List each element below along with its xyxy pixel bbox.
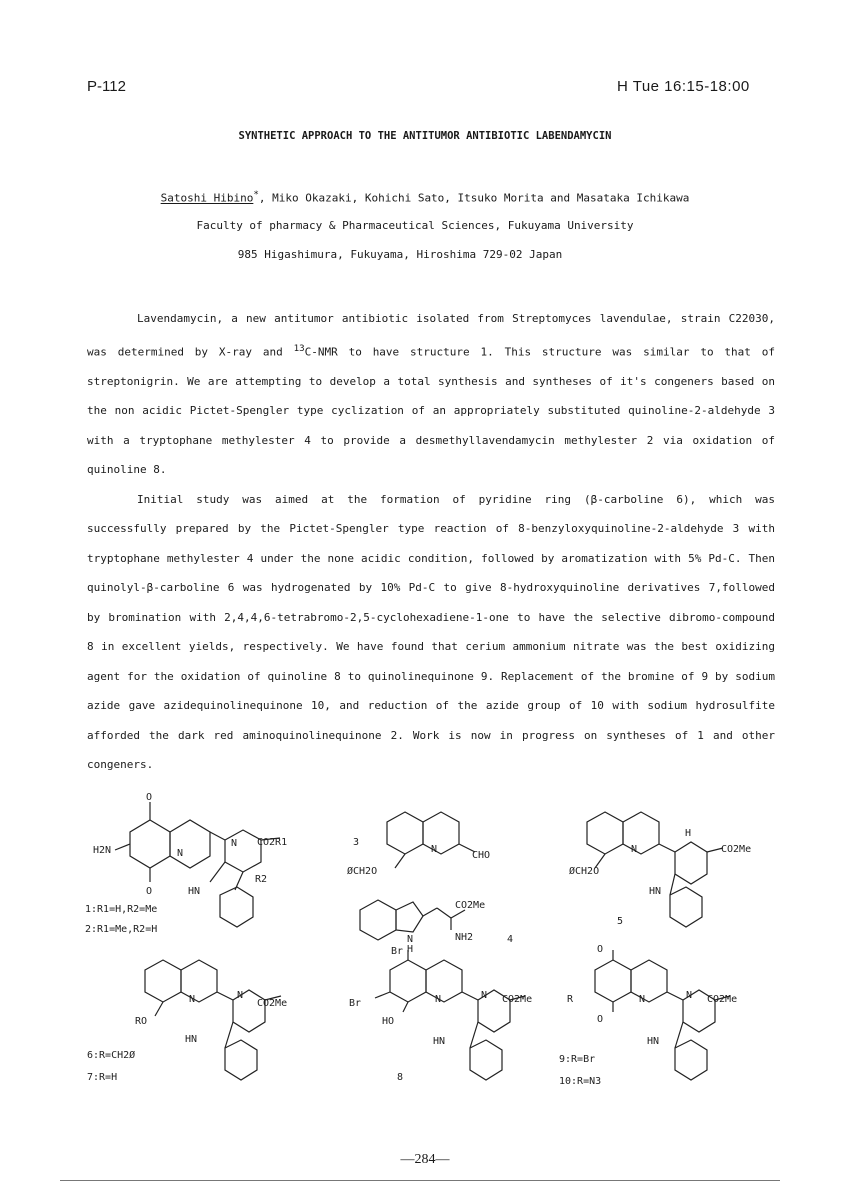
s6-ro: RO (135, 1016, 148, 1027)
s1-o-top: O (146, 792, 153, 803)
s4-number: 4 (507, 934, 514, 945)
s9-co2me: CO2Me (707, 994, 738, 1005)
s8-br-left: Br (349, 998, 362, 1009)
s9-o-top: O (597, 944, 604, 955)
structures-figure (85, 790, 795, 1120)
s9-hn: HN (647, 1036, 660, 1047)
s6-hn: HN (185, 1034, 198, 1045)
session-code: P-112 (87, 78, 126, 95)
s6-label-2: 7:R=H (87, 1072, 118, 1083)
s3-och2o: ØCH2O (347, 866, 378, 877)
s1-h2n: H2N (93, 845, 112, 856)
s5-co2me: CO2Me (721, 844, 752, 855)
s9-label-2: 10:R=N3 (559, 1076, 602, 1087)
s4-co2me: CO2Me (455, 900, 486, 911)
s8-ho: HO (382, 1016, 395, 1027)
session-schedule: H Tue 16:15-18:00 (617, 78, 750, 95)
s9-o-bottom: O (597, 1014, 604, 1025)
abstract-body (87, 304, 775, 780)
presenting-author: Satoshi Hibino (160, 191, 254, 205)
structure-6-7 (145, 960, 281, 1080)
footer-rule (60, 1180, 780, 1181)
s3-n: N (431, 844, 438, 855)
s8-hn: HN (433, 1036, 446, 1047)
structure-3 (387, 812, 475, 868)
s6-n2: N (237, 990, 244, 1001)
s5-och2o: ØCH2O (569, 866, 600, 877)
s6-co2me: CO2Me (257, 998, 288, 1009)
s4-nh2: NH2 (455, 932, 474, 943)
s9-n2: N (686, 990, 693, 1001)
s1-label-1: 1:R1=H,R2=Me (85, 904, 158, 915)
s8-co2me: CO2Me (502, 994, 533, 1005)
s3-number: 3 (353, 837, 360, 848)
s3-cho: CHO (472, 850, 491, 861)
s4-n: N (407, 934, 414, 945)
s1-r2: R2 (255, 874, 268, 885)
affiliation-line-2: 985 Higashimura, Fukuyama, Hiroshima 729-02 Japan (237, 248, 563, 261)
authors (0, 189, 850, 205)
s1-co2r: CO2R1 (257, 837, 288, 848)
presenter-mark: * (253, 189, 259, 200)
s8-n2: N (481, 990, 488, 1001)
s8-br-top: Br (391, 946, 404, 957)
s9-n: N (639, 994, 646, 1005)
s1-label-2: 2:R1=Me,R2=H (85, 924, 158, 935)
s9-label-1: 9:R=Br (559, 1054, 596, 1065)
paragraph-1: Lavendamycin, a new antitumor antibiotic isolated from Streptomyces lavendulae, strain C22030, was determined by X-ray and $^{13}$C-NMR to have structure 1. This structure was similar to that of streptonigrin. We are attempting to develop a total synthesis and syntheses of it's congeners based on the non acidic Pictet-Spengler type cyclization of an appropriately substituted quinoline-2-aldehyde 3 with a tryptophane methylester 4 to provide a desmethyllavendamycin methylester 2 via oxidation of quinoline 8. (87, 312, 776, 477)
structure-5 (587, 812, 723, 927)
coauthors: , Miko Okazaki, Kohichi Sato, Itsuko Morita and Masataka Ichikawa (258, 191, 690, 205)
paper-title: SYNTHETIC APPROACH TO THE ANTITUMOR ANTIBIOTIC LABENDAMYCIN (238, 130, 612, 142)
structure-8 (375, 950, 525, 1080)
s6-n: N (189, 994, 196, 1005)
s5-n: N (631, 844, 638, 855)
s1-n-ring: N (177, 848, 184, 859)
structure-9-10 (595, 950, 730, 1080)
s5-number: 5 (617, 916, 624, 927)
s8-n: N (435, 994, 442, 1005)
s1-n-pyr: N (231, 838, 238, 849)
affiliation-line-1: Faculty of pharmacy & Pharmaceutical Sciences, Fukuyama University (196, 219, 634, 232)
s4-h: H (407, 944, 414, 955)
paragraph-2: Initial study was aimed at the formation of pyridine ring (β-carboline 6), which was successfully prepared by the Pictet-Spengler type reaction of 8-benzyloxyquinoline-2-aldehyde 3 with tryptophane methylester 4 under the none acidic condition, followed by aromatization with 5% Pd-C. Then quinolyl-β-carboline 6 was hydrogenated by 10% Pd-C to give 8-hydroxyquinoline derivatives 7,followed by bromination with 2,4,4,6-tetrabromo-2,5-cyclohexadiene-1-one to have the selective dibromo-compound 8 in excellent yields, respectively. We have found that cerium ammonium nitrate was the best oxidizing agent for the oxidation of quinoline 8 to quinolinequinone 9. Replacement of the bromine of 9 by sodium azide gave azidequinolinequinone 10, and reduction of the azide group of 10 with sodium hydrosulfite afforded the dark red aminoquinolinequinone 2. Work is now in progress on syntheses of 1 and other congeners. (87, 492, 775, 772)
s9-r: R (567, 994, 574, 1005)
page-number: —284— (400, 1152, 450, 1167)
s1-hn: HN (188, 886, 201, 897)
s5-hn: HN (649, 886, 662, 897)
s1-o-bottom: O (146, 886, 153, 897)
s5-h: H (685, 828, 692, 839)
s8-number: 8 (397, 1072, 404, 1083)
s6-label-1: 6:R=CH2Ø (87, 1050, 136, 1061)
